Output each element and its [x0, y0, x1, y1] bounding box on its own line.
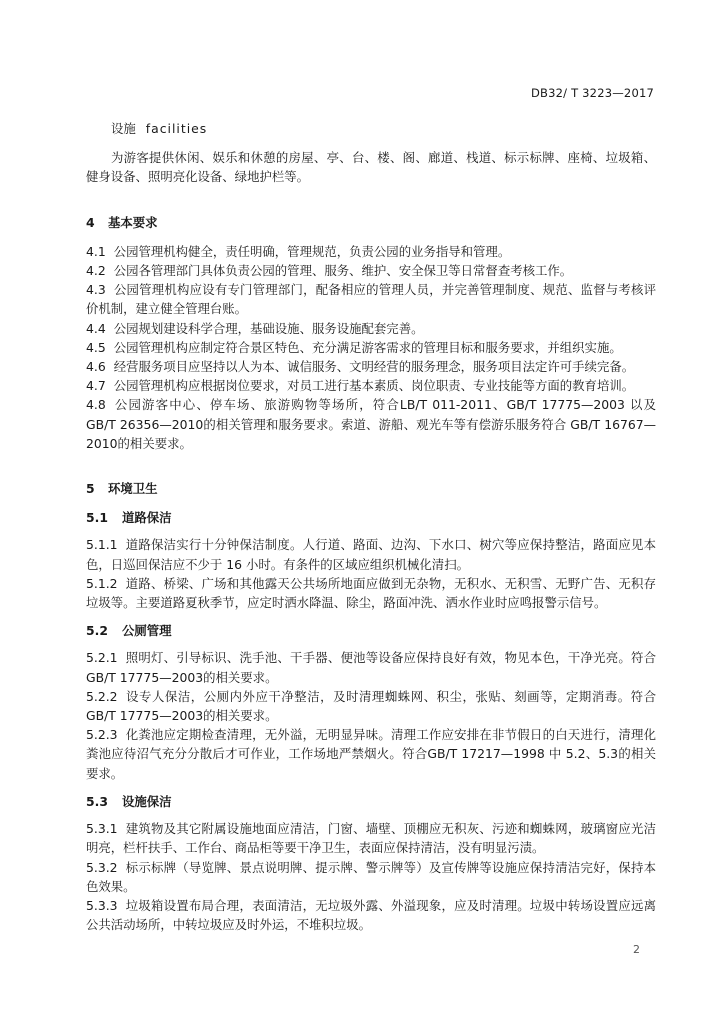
subsection-title: 公厕管理 — [122, 623, 172, 639]
clause-number: 4.6 — [86, 359, 106, 375]
clause-number: 4.1 — [86, 243, 106, 259]
clause-5-2-2 — [86, 687, 656, 725]
clause-number: 4.8 — [86, 397, 106, 413]
clause-text: 公园各管理部门具体负责公园的管理、服务、维护、安全保卫等日常督查考核工作。 — [113, 263, 573, 279]
term-title-en: facilities — [145, 121, 208, 136]
clause-4-5 — [86, 338, 656, 357]
clause-text: 公园管理机构健全，责任明确，管理规范，负责公园的业务指导和管理。 — [113, 243, 511, 259]
clause-number: 4.2 — [86, 263, 106, 279]
clause-number: 4.5 — [86, 339, 106, 355]
clause-text: 道路保洁实行十分钟保洁制度。人行道、路面、边沟、下水口、树穴等应保持整洁，路面应见本色，日巡回保洁应不少于 16 小时。有条件的区域应组织机械化清扫。 — [86, 537, 656, 572]
clause-text: 照明灯、引导标识、洗手池、干手器、便池等设备应保持良好有效，物见本色，干净光亮。符合GB/T 17775—2003的相关要求。 — [86, 650, 656, 685]
clause-text: 公园管理机构应根据岗位要求，对员工进行基本素质、岗位职责、专业技能等方面的教育培训。 — [113, 378, 635, 394]
page-number: 2 — [633, 943, 640, 956]
clause-5-2-3 — [86, 725, 656, 783]
clause-5-3-3 — [86, 896, 656, 934]
clause-4-8 — [86, 395, 656, 453]
subsection-title: 设施保洁 — [122, 793, 172, 809]
clause-4-3 — [86, 280, 656, 318]
clause-number: 5.2.3 — [86, 727, 118, 743]
clause-4-7 — [86, 376, 656, 395]
clause-5-3-1 — [86, 819, 656, 857]
clause-number: 5.3.3 — [86, 897, 118, 913]
clause-text: 垃圾箱设置布局合理，表面清洁，无垃圾外露、外溢现象，应及时清理。垃圾中转场设置应远离公共活动场所，中转垃圾应及时外运，不堆积垃圾。 — [86, 897, 656, 933]
section-title: 基本要求 — [108, 214, 158, 230]
section-number: 4 — [86, 214, 95, 230]
clause-5-1-2 — [86, 574, 656, 612]
subsection-heading-5-1 — [86, 508, 656, 527]
section-number: 5 — [86, 481, 95, 497]
section-heading-5 — [86, 479, 656, 498]
document-body — [86, 117, 656, 934]
clause-4-2 — [86, 261, 656, 280]
clause-text: 公园管理机构应制定符合景区特色、充分满足游客需求的管理目标和服务要求，并组织实施。 — [113, 339, 622, 355]
clause-text: 经营服务项目应坚持以人为本、诚信服务、文明经营的服务理念，服务项目法定许可手续完备。 — [113, 359, 635, 375]
term-title — [86, 119, 656, 138]
section-title: 环境卫生 — [108, 481, 158, 497]
subsection-heading-5-3 — [86, 792, 656, 811]
clause-text: 公园游客中心、停车场、旅游购物等场所，符合LB/T 011-2011、GB/T 17775—2003 以及 GB/T 26356—2010的相关管理和服务要求。索道、游船、观光车等有偿游乐服务符合 GB/T 16767—2010的相关要求。 — [86, 397, 656, 451]
clause-4-1 — [86, 242, 656, 261]
clause-4-4 — [86, 319, 656, 338]
clause-text: 道路、桥梁、广场和其他露天公共场所地面应做到无杂物，无积水、无积雪、无野广告、无积存垃圾等。主要道路夏秋季节，应定时洒水降温、除尘，路面冲洗、洒水作业时应鸣报警示信号。 — [86, 575, 656, 611]
clause-number: 5.2.2 — [86, 688, 118, 704]
clause-5-3-2 — [86, 858, 656, 896]
term-title-cn: 设施 — [111, 121, 136, 136]
clause-text: 公园规划建设科学合理，基础设施、服务设施配套完善。 — [113, 320, 424, 336]
subsection-number: 5.1 — [86, 510, 108, 526]
clause-text: 化粪池应定期检查清理，无外溢，无明显异味。清理工作应安排在非节假日的白天进行，清理化粪池应待沼气充分分散后才可作业，工作场地严禁烟火。符合GB/T 17217—1998 中 5.2、5.3的相关要求。 — [86, 727, 656, 781]
clause-text: 建筑物及其它附属设施地面应清洁，门窗、墙壁、顶棚应无积灰、污迹和蜘蛛网，玻璃窗应光洁明亮，栏杆扶手、工作台、商品柜等要干净卫生，表面应保持清洁，没有明显污渍。 — [86, 821, 656, 856]
subsection-number: 5.3 — [86, 793, 108, 809]
clause-number: 5.1.1 — [86, 537, 118, 553]
clause-5-2-1 — [86, 648, 656, 686]
subsection-number: 5.2 — [86, 623, 108, 639]
section-heading-4 — [86, 213, 656, 232]
term-definition: 为游客提供休闲、娱乐和休憩的房屋、亭、台、楼、阁、廊道、栈道、标示标牌、座椅、垃圾箱、健身设备、照明亮化设备、绿地护栏等。 — [86, 150, 656, 185]
clause-number: 4.3 — [86, 282, 106, 298]
clause-number: 4.7 — [86, 378, 106, 394]
clause-number: 5.3.2 — [86, 859, 118, 875]
clause-text: 公园管理机构应设有专门管理部门，配备相应的管理人员，并完善管理制度、规范、监督与考核评价机制，建立健全管理台账。 — [86, 282, 656, 317]
clause-4-6 — [86, 357, 656, 376]
clause-number: 5.1.2 — [86, 575, 118, 591]
standard-code-header: DB32/ T 3223—2017 — [530, 86, 654, 100]
clause-text: 标示标牌（导览牌、景点说明牌、提示牌、警示牌等）及宣传牌等设施应保持清洁完好，保持本色效果。 — [86, 859, 656, 894]
clause-number: 5.3.1 — [86, 821, 118, 837]
subsection-heading-5-2 — [86, 621, 656, 640]
clause-5-1-1 — [86, 535, 656, 573]
clause-number: 5.2.1 — [86, 650, 118, 666]
subsection-title: 道路保洁 — [122, 510, 172, 526]
clause-number: 4.4 — [86, 320, 106, 336]
clause-text: 设专人保洁，公厕内外应干净整洁，及时清理蜘蛛网、积尘，张贴、刻画等，定期消毒。符合GB/T 17775—2003的相关要求。 — [86, 688, 656, 724]
